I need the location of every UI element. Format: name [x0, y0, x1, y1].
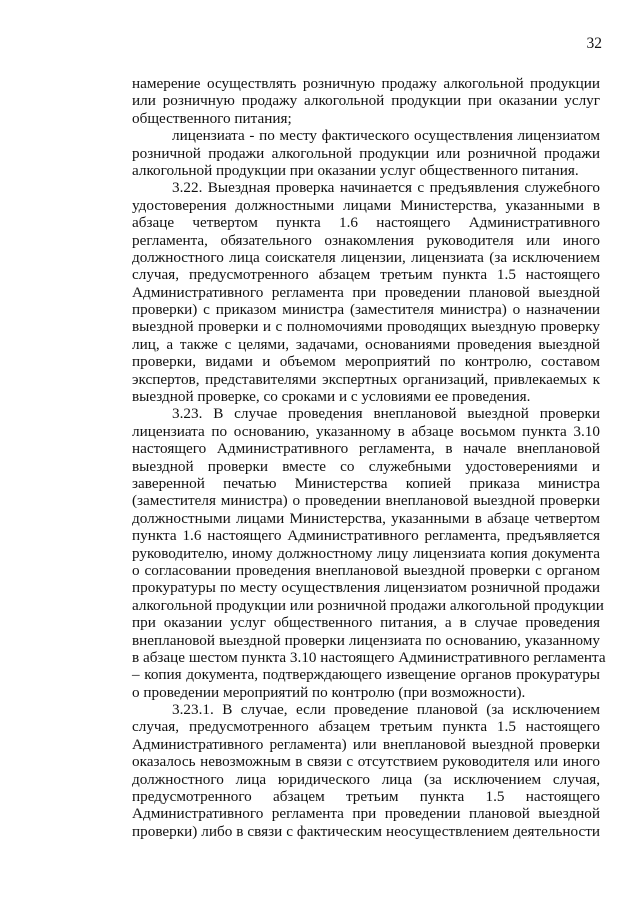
text-line: внеплановой выездной проверки лицензиата по основанию, указанному	[132, 631, 600, 649]
paragraph-p2	[132, 127, 600, 179]
text-line: 3.23. В случае проведения внеплановой выездной проверки	[172, 405, 600, 423]
text-line: абзаце четвертом пункта 1.6 настоящего Административного	[132, 214, 600, 232]
text-line: лицензиата по основанию, указанному в абзаце восьмом пункта 3.10	[132, 422, 600, 440]
text-line: (заместителя министра) о проведении внеплановой выездной проверки	[132, 492, 600, 510]
text-line: проверки, видами и объемом мероприятий по контролю, составом	[132, 353, 600, 371]
text-line: при оказании услуг общественного питания, а в случае проведения	[132, 614, 600, 632]
text-line: настоящего Административного регламента, в начале внеплановой	[132, 440, 600, 458]
text-line: Административного регламента) или внеплановой выездной проверки	[132, 735, 600, 753]
text-line: руководителю, иному должностному лицу лицензиата копия документа	[132, 544, 600, 562]
page-number: 32	[586, 35, 602, 52]
text-line: предусмотренного абзацем третьим пункта 1.5 настоящего	[132, 788, 600, 806]
paragraph-p1	[132, 75, 600, 127]
text-line: Административного регламента при проведении плановой выездной	[132, 805, 600, 823]
text-line: о согласовании проведения внеплановой выездной проверки с органом	[132, 561, 600, 579]
paragraph-p4	[132, 405, 606, 701]
text-line: должностного лица юридического лица (за исключением случая,	[132, 770, 600, 788]
text-line: заверенной печатью Министерства копией приказа министра	[132, 474, 600, 492]
text-line: или розничную продажу алкогольной продукции при оказании услуг	[132, 92, 600, 110]
text-line: должностного лица соискателя лицензии, лицензиата (за исключением	[132, 248, 600, 266]
text-line: оказалось невозможным в связи с отсутствием руководителя или иного	[132, 753, 600, 771]
document-body	[132, 75, 606, 840]
text-line: 3.23.1. В случае, если проведение плановой (за исключением	[172, 701, 600, 719]
text-line: 3.22. Выездная проверка начинается с предъявления служебного	[172, 179, 600, 197]
text-line: розничной продажи алкогольной продукции или розничной продажи	[132, 144, 600, 162]
text-line: лицензиата - по месту фактического осуществления лицензиатом	[172, 127, 600, 145]
text-line: проверки) с приказом министра (заместителя министра) о назначении	[132, 301, 600, 319]
text-line: выездной проверки вместе со служебными удостоверениями и	[132, 457, 600, 475]
text-line: выездной проверке, со сроками и с условиями ее проведения.	[132, 388, 531, 406]
text-line: должностными лицами Министерства, указанными в абзаце четвертом	[132, 509, 600, 527]
text-line: случая, предусмотренного абзацем третьим пункта 1.5 настоящего	[132, 266, 600, 284]
text-line: регламента, обязательного ознакомления руководителя или иного	[132, 231, 600, 249]
text-line: алкогольной продукции при оказании услуг общественного питания.	[132, 161, 579, 179]
text-line: случая, предусмотренного абзацем третьим пункта 1.5 настоящего	[132, 718, 600, 736]
text-line: – копия документа, подтверждающего извещение органов прокуратуры	[132, 666, 600, 684]
text-line: пункта 1.6 настоящего Административного регламента, предъявляется	[132, 527, 600, 545]
text-line: общественного питания;	[132, 109, 292, 127]
text-line: алкогольной продукции или розничной продажи алкогольной продукции	[132, 596, 604, 614]
text-line: проверки) либо в связи с фактическим неосуществлением деятельности	[132, 822, 600, 840]
text-line: выездной проверки и с полномочиями проводящих выездную проверку	[132, 318, 600, 336]
text-line: о проведении мероприятий по контролю (при возможности).	[132, 683, 526, 701]
text-line: лиц, а также с целями, задачами, основаниями проведения выездной	[132, 335, 600, 353]
text-line: в абзаце шестом пункта 3.10 настоящего Административного регламента	[132, 648, 606, 666]
paragraph-p5	[132, 701, 600, 840]
text-line: удостоверения должностными лицами Министерства, указанными в	[132, 196, 600, 214]
paragraph-p3	[132, 179, 600, 405]
text-line: Административного регламента при проведении плановой выездной	[132, 283, 600, 301]
text-line: экспертов, представителями экспертных организаций, привлекаемых к	[132, 370, 600, 388]
text-line: прокуратуры по месту осуществления лицензиатом розничной продажи	[132, 579, 600, 597]
text-line: намерение осуществлять розничную продажу алкогольной продукции	[132, 75, 600, 92]
